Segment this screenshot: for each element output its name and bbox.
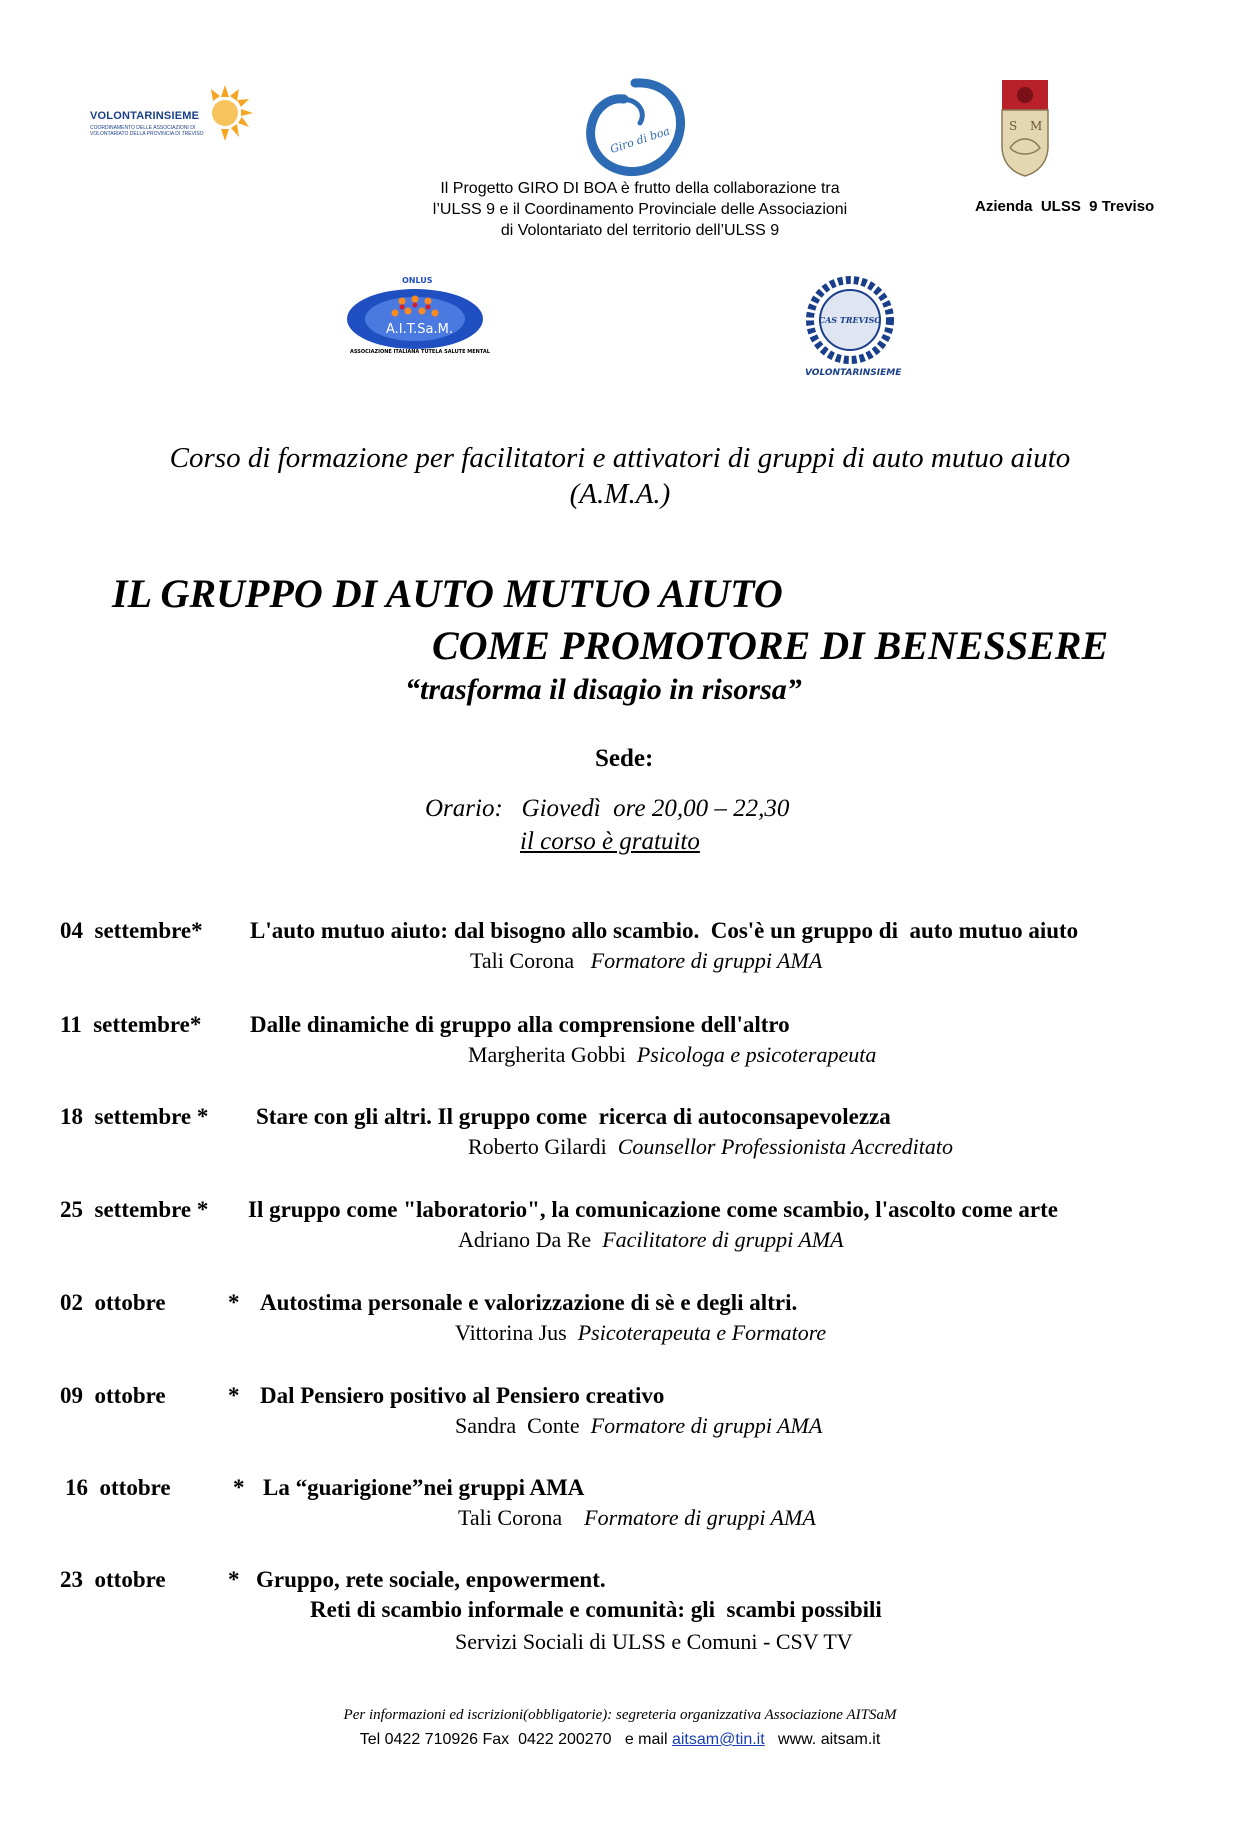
schedule-row (0, 1567, 1240, 1667)
schedule-row (0, 1197, 1240, 1267)
aitsam-logo (340, 275, 490, 355)
session-date: 23 ottobre (60, 1567, 166, 1592)
speaker-role: Formatore di gruppi AMA (584, 1505, 816, 1530)
footer-info: Per informazioni ed iscrizioni(obbligatorie): segreteria organizzativa Associazione AITSaM (343, 1707, 897, 1723)
session-speaker (468, 1134, 953, 1160)
session-topic: Dalle dinamiche di gruppo alla comprensione dell'altro (250, 1012, 790, 1037)
session-date: 09 ottobre (60, 1383, 166, 1408)
aitsam-name: A.I.T.Sa.M. (386, 322, 453, 337)
session-speaker (458, 1505, 816, 1531)
session-star: * (233, 1475, 245, 1500)
speaker-name: Roberto Gilardi (468, 1134, 607, 1159)
session-topic-extra: Reti di scambio informale e comunità: gli scambi possibili (310, 1597, 882, 1622)
session-topic: La “guarigione”nei gruppi AMA (263, 1475, 585, 1500)
crest-icon (1000, 78, 1050, 178)
session-topic: Il gruppo come "laboratorio", la comunicazione come scambio, l'ascolto come arte (248, 1197, 1058, 1222)
main-title-line-1: IL GRUPPO DI AUTO MUTUO AIUTO (112, 571, 783, 616)
session-topic: Gruppo, rete sociale, enpowerment. (256, 1567, 606, 1592)
cas-inner-text: CAS TREVISO (818, 315, 882, 325)
session-speaker (458, 1227, 844, 1253)
speaker-name: Margherita Gobbi (468, 1042, 626, 1067)
session-speaker (455, 1413, 822, 1439)
speaker-name: Sandra Conte (455, 1413, 580, 1438)
speaker-name: Adriano Da Re (458, 1227, 592, 1252)
ulss-crest-logo (1000, 78, 1050, 178)
session-topic: Dal Pensiero positivo al Pensiero creativo (260, 1383, 665, 1408)
cas-treviso-logo (795, 275, 915, 380)
session-topic: Autostima personale e valorizzazione di sè e degli altri. (260, 1290, 798, 1315)
email-link[interactable]: aitsam@tin.it (671, 1731, 765, 1748)
speaker-name: Servizi Sociali di ULSS e Comuni - CSV TV (455, 1629, 853, 1654)
swirl-icon (580, 75, 690, 180)
speaker-role: Facilitatore di gruppi AMA (602, 1227, 844, 1252)
course-title-line-1: Corso di formazione per facilitatori e attivatori di gruppi di auto mutuo aiuto (169, 442, 1071, 474)
speaker-role: Formatore di gruppi AMA (590, 1413, 823, 1438)
schedule-row (0, 1290, 1240, 1360)
session-speaker (468, 1042, 876, 1068)
course-title-line-2: (A.M.A.) (569, 478, 671, 510)
aitsam-ring-text: ASSOCIAZIONE ITALIANA TUTELA SALUTE MENTALE (350, 349, 490, 355)
session-date: 25 settembre * (60, 1197, 209, 1222)
volontarinsieme-name: VOLONTARINSIEME (90, 110, 200, 122)
session-speaker (455, 1629, 853, 1655)
gear-icon (795, 275, 915, 380)
speaker-role: Counsellor Professionista Accreditato (617, 1134, 953, 1159)
cas-bottom-text: VOLONTARINSIEME (805, 368, 902, 378)
session-topic: Stare con gli altri. Il gruppo come ricerca di autoconsapevolezza (256, 1104, 891, 1129)
speaker-name: Tali Corona (458, 1505, 563, 1530)
sede-label: Sede: (595, 745, 654, 772)
schedule-row (0, 1104, 1240, 1174)
project-line-3: di Volontariato del territorio dell’ULSS 9 (500, 222, 780, 239)
session-star: * (228, 1383, 240, 1408)
svg-text:S: S (1009, 119, 1018, 133)
schedule-row (0, 1475, 1240, 1545)
speaker-name: Tali Corona (470, 948, 575, 973)
session-speaker (470, 948, 822, 974)
schedule-row (0, 1012, 1240, 1082)
session-speaker (455, 1320, 826, 1346)
speaker-role: Formatore di gruppi AMA (590, 948, 823, 973)
speaker-role: Psicologa e psicoterapeuta (636, 1042, 877, 1067)
aitsam-emblem-icon (340, 275, 490, 355)
svg-text:M: M (1030, 119, 1043, 133)
session-date: 11 settembre* (60, 1012, 202, 1037)
main-title-line-2: COME PROMOTORE DI BENESSERE (432, 623, 1109, 668)
project-line-1: Il Progetto GIRO DI BOA è frutto della collaborazione tra (440, 180, 840, 197)
free-course-note: il corso è gratuito (520, 828, 700, 855)
project-description (360, 178, 920, 241)
schedule-row (0, 1383, 1240, 1453)
subtitle: “trasforma il disagio in risorsa” (405, 673, 802, 706)
session-star: * (228, 1290, 240, 1315)
project-line-2: l’ULSS 9 e il Coordinamento Provinciale delle Associazioni (432, 201, 848, 218)
volontarinsieme-logo (85, 80, 265, 155)
footer-contacts (160, 1731, 1080, 1749)
course-title (60, 440, 1180, 512)
session-topic: L'auto mutuo aiuto: dal bisogno allo scambio. Cos'è un gruppo di auto mutuo aiuto (250, 918, 1079, 943)
aitsam-onlus: ONLUS (402, 276, 433, 285)
footer-tel-fax: Tel 0422 710926 Fax 0422 200270 e mail (359, 1731, 672, 1748)
giro-logo-text: Giro di boa (608, 124, 672, 156)
azienda-label: Azienda ULSS 9 Treviso (975, 198, 1155, 215)
session-date: 18 settembre * (60, 1104, 209, 1129)
volontarinsieme-subtitle: COORDINAMENTO DELLE ASSOCIAZIONI DI VOLONTARIATO DELLA PROVINCIA DI TREVISO (90, 125, 204, 137)
giro-di-boa-logo (580, 75, 690, 180)
session-date: 16 ottobre (65, 1475, 171, 1500)
session-date: 04 settembre* (60, 918, 203, 943)
schedule-row (0, 918, 1240, 988)
speaker-name: Vittorina Jus (455, 1320, 567, 1345)
speaker-role: Psicoterapeuta e Formatore (577, 1320, 827, 1345)
session-date: 02 ottobre (60, 1290, 166, 1315)
session-star: * (228, 1567, 240, 1592)
website-link[interactable]: www. aitsam.it (764, 1731, 881, 1748)
orario-label: Orario: Giovedì ore 20,00 – 22,30 (425, 795, 790, 822)
